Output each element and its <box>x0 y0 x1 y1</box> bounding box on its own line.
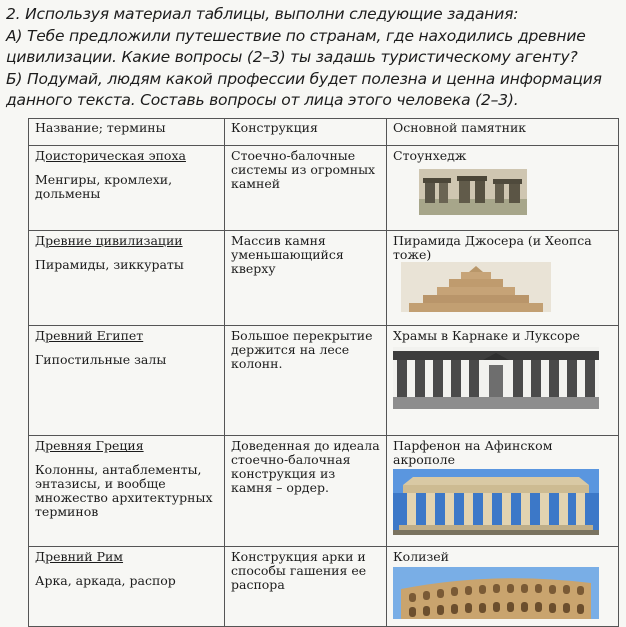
era-name: Доисторическая эпоха <box>35 148 186 164</box>
assignment-line: 2. Используя материал таблицы, выполни следующие задания: <box>6 5 519 23</box>
name-cell <box>29 436 225 547</box>
monument-cell <box>387 146 619 231</box>
construction-cell: Массив камня уменьшающийся кверху <box>225 230 387 325</box>
assignment-text <box>6 4 620 112</box>
era-name: Древний Египет <box>35 327 144 343</box>
name-cell <box>29 146 225 231</box>
table-row <box>29 325 619 436</box>
table-row <box>29 146 619 231</box>
monument-name: Пирамида Джосера (и Хеопса тоже) <box>393 232 592 262</box>
monument-name: Стоунхедж <box>393 148 467 164</box>
monument-name: Парфенон на Афинском акрополе <box>393 438 553 468</box>
era-name: Древние цивилизации <box>35 232 183 248</box>
column-header: Конструкция <box>225 119 387 146</box>
assignment-line: А) Тебе предложили путешествие по странам, где находились древние <box>6 26 586 45</box>
monument-cell <box>387 436 619 547</box>
table-row <box>29 436 619 547</box>
monument-cell <box>387 230 619 325</box>
table-row <box>29 547 619 627</box>
name-cell <box>29 325 225 436</box>
step-pyramid-image <box>401 262 551 312</box>
era-name: Древний Рим <box>35 549 124 565</box>
name-cell <box>29 547 225 627</box>
stonehenge-image <box>419 169 527 215</box>
era-terms: Колонны, антаблементы, энтазисы, и вообще множество архитектурных терминов <box>35 462 213 520</box>
monument-cell <box>387 547 619 627</box>
construction-cell: Стоечно-балочные системы из огромных камней <box>225 146 387 231</box>
construction-cell: Конструкция арки и способы гашения ее распора <box>225 547 387 627</box>
hypostyle-hall-image <box>393 347 599 409</box>
era-terms: Пирамиды, зиккураты <box>35 256 184 272</box>
monument-name: Колизей <box>393 549 450 565</box>
monument-name: Храмы в Карнаке и Луксоре <box>393 327 580 343</box>
era-terms: Арка, аркада, распор <box>35 573 176 589</box>
era-terms: Менгиры, кромлехи, дольмены <box>35 172 173 202</box>
name-cell <box>29 230 225 325</box>
construction-cell: Большое перекрытие держится на лесе колонн. <box>225 325 387 436</box>
era-name: Древняя Греция <box>35 438 144 454</box>
column-header: Название; термины <box>29 119 225 146</box>
column-header: Основной памятник <box>387 119 619 146</box>
era-terms: Гипостильные залы <box>35 351 167 367</box>
table-row <box>29 230 619 325</box>
assignment-line: цивилизации. Какие вопросы (2–3) ты задашь туристическому агенту? <box>6 48 578 66</box>
assignment-line: данного текста. Составь вопросы от лица этого человека (2–3). <box>6 91 519 109</box>
assignment-line: Б) Подумай, людям какой профессии будет полезна и ценна информация <box>6 69 602 88</box>
construction-cell: Доведенная до идеала стоечно-балочная конструкция из камня – ордер. <box>225 436 387 547</box>
colosseum-image <box>393 567 599 619</box>
architecture-table <box>28 118 619 627</box>
table-header-row <box>29 119 619 146</box>
parthenon-image <box>393 469 599 535</box>
monument-cell <box>387 325 619 436</box>
